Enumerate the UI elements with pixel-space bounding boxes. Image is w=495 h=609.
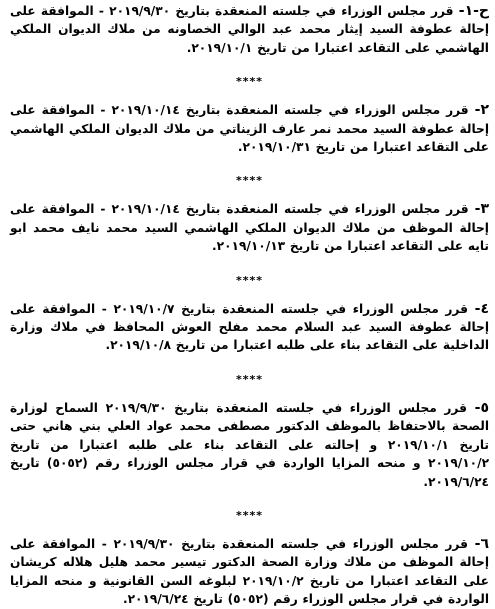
separator: **** — [235, 174, 263, 188]
separator: **** — [235, 372, 263, 386]
item-text: قرر مجلس الوزراء في جلسته المنعقدة بتاريخ ٢٠١٩/٩/٣٠ السماح لوزارة الصحة بالاحتفاظ بالموظف الدكتور مصطفى محمد عواد العلي بني هاني حتى تاريخ ٢٠١٩/١٠/١ و إحالته على التقاعد بناء على طلبه اعتبارا من تاريخ ٢٠١٩/١٠/٢ و منحه المزايا الواردة في قرار مجلس الوزراء رقم (٥٠٥٢) تاريخ ٢٠١٩/٦/٢٤. — [10, 400, 490, 489]
separator: **** — [235, 75, 263, 89]
item-number: ٤- — [474, 300, 489, 317]
decision-item-4 — [10, 300, 489, 355]
item-text: قرر مجلس الوزراء في جلسته المنعقدة بتاريخ ٢٠١٩/٩/٣٠ - الموافقة على إحالة عطوفة السيد إيثار محمد عبد الوالي الخصاونه من ملاك الديوان الملكي الهاشمي على التقاعد اعتبارا من تاريخ ٢٠١٩/١٠/١. — [10, 4, 489, 55]
item-number: ٦- — [474, 535, 489, 552]
item-text: قرر مجلس الوزراء في جلسته المنعقدة بتاريخ ٢٠١٩/٩/٣٠ - الموافقة على إحالة الموظف من ملاك وزارة الصحة الدكتور تيسير محمد هليل هلاله كريشان على التقاعد اعتبارا من تاريخ ٢٠١٩/١٠/٢ لبلوغه السن القانونية و منحه المزايا الواردة في قرار مجلس الوزراء رقم (٥٠٥٢) تاريخ ٢٠١٩/٦/٢٤. — [10, 536, 489, 607]
item-number: ح-١- — [458, 3, 490, 19]
item-number: ٣- — [474, 201, 489, 218]
item-number: ٥- — [474, 399, 489, 416]
separator: **** — [235, 508, 263, 522]
item-number: ٢- — [474, 102, 489, 119]
decision-item-3 — [10, 200, 489, 255]
item-text: قرر مجلس الوزراء في جلسته المنعقدة بتاريخ ٢٠١٩/١٠/١٤ - الموافقة على إحالة عطوفة السيد محمد نمر عارف الزيناتي من ملاك الديوان الملكي الهاشمي على التقاعد اعتبارا من تاريخ ٢٠١٩/١٠/٣١. — [10, 103, 489, 155]
separator: **** — [235, 273, 263, 287]
decision-item-6 — [10, 535, 489, 609]
decision-item-2 — [10, 101, 489, 156]
item-text: قرر مجلس الوزراء في جلسته المنعقدة بتاريخ ٢٠١٩/١٠/١٤ - الموافقة على إحالة الموظف من ملاك الديوان الملكي الهاشمي السيد محمد نايف محمد ابو تايه على التقاعد اعتبارا من تاريخ ٢٠١٩/١٠/١٣. — [10, 202, 489, 254]
decision-item-5 — [10, 399, 489, 491]
item-text: قرر مجلس الوزراء في جلسته المنعقدة بتاريخ ٢٠١٩/١٠/٧ - الموافقة على إحالة عطوفة السيد عبد السلام محمد مفلح العوش المحافظ في ملاك وزارة الداخلية على التقاعد بناء على طلبه اعتبارا من تاريخ ٢٠١٩/١٠/٨. — [10, 301, 489, 353]
decision-item-1 — [10, 2, 489, 57]
